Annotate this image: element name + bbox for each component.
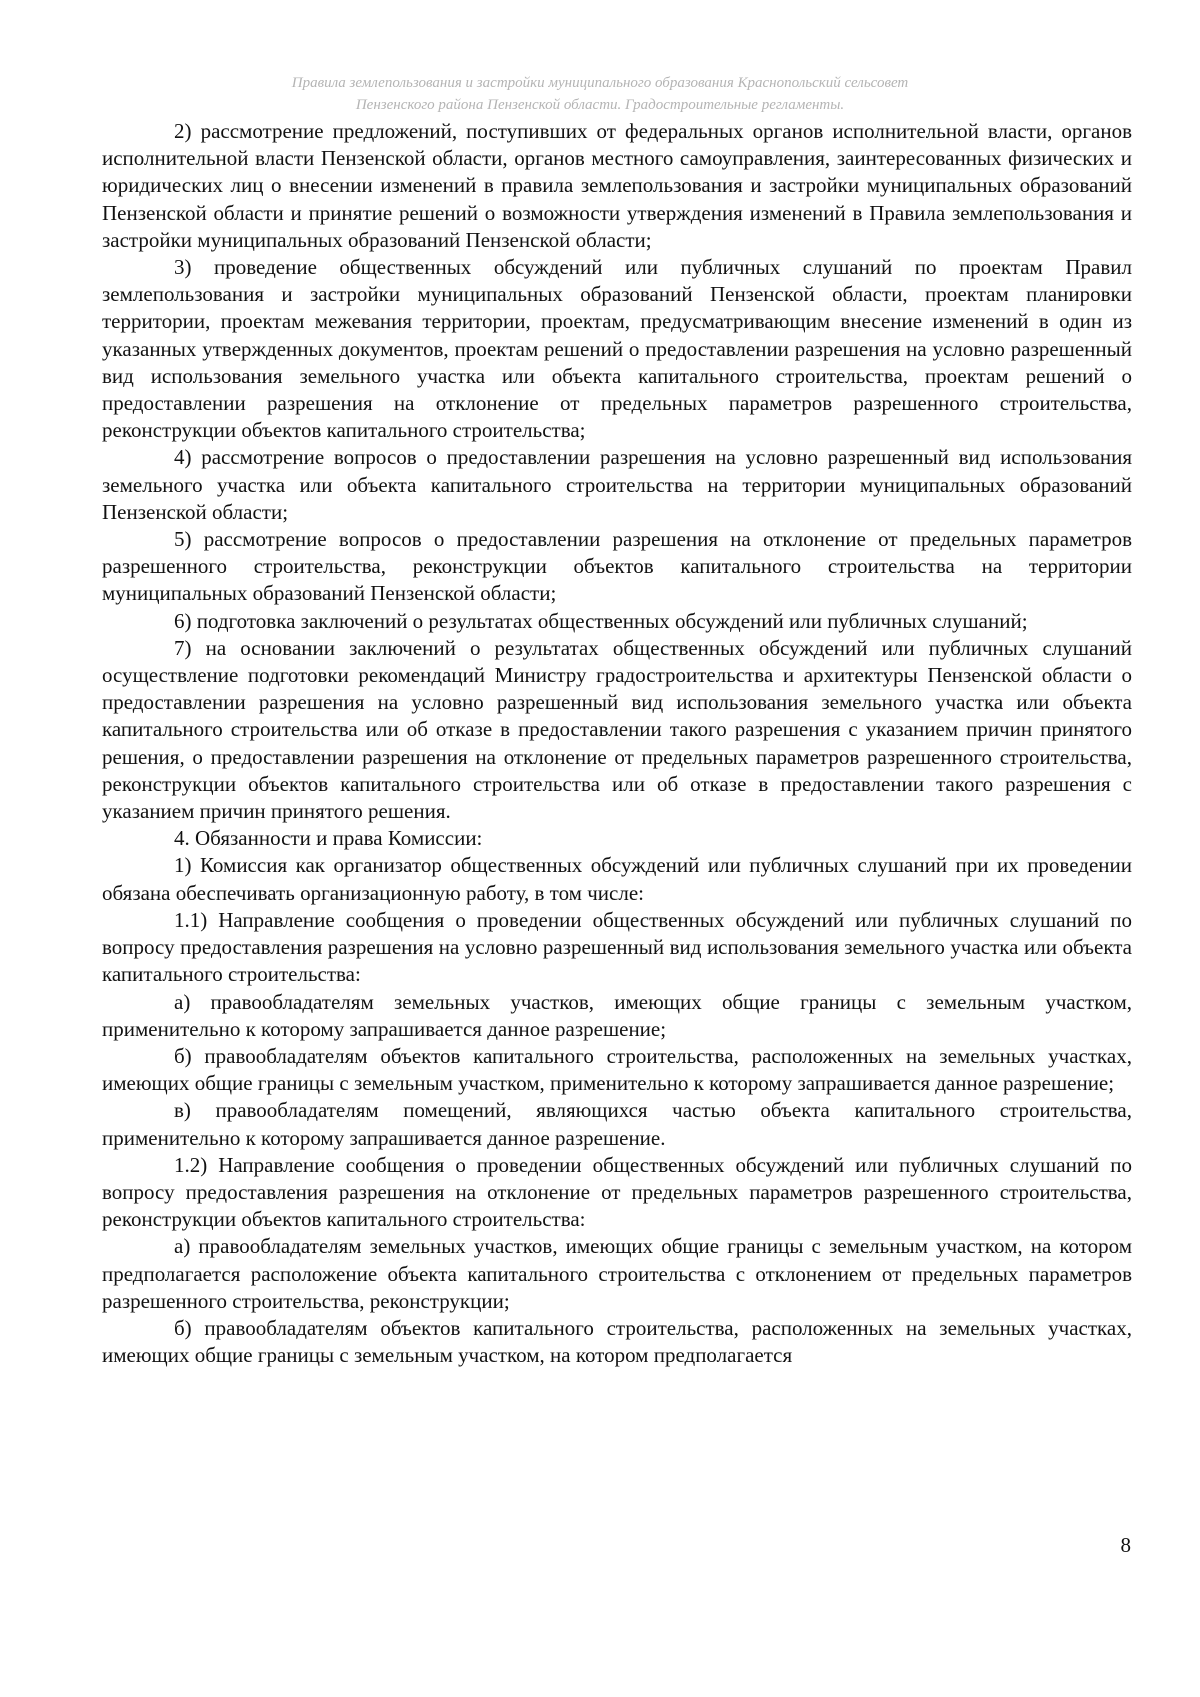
paragraph-duty-1-2-a: а) правообладателям земельных участков, имеющих общие границы с земельным участком, на котором предполагается расположение объекта капитального строительства с отклонением от предельных параметров разрешенного строительства, реконструкции; bbox=[102, 1234, 1132, 1313]
paragraph-item-7: 7) на основании заключений о результатах общественных обсуждений или публичных слушаний осуществление подготовки рекомендаций Министру градостроительства и архитектуры Пензенской области о предоставлении разрешения на условно разрешенный вид использования земельного участка или объекта капитального строительства или об отказе в предоставлении такого разрешения с указанием причин принятого решения, о предоставлении разрешения на отклонение от предельных параметров разрешенного строительства, реконструкции объектов капитального строительства или об отказе в предоставлении такого разрешения с указанием причин принятого решения. bbox=[102, 635, 1132, 824]
running-header bbox=[100, 72, 1100, 116]
document-body bbox=[102, 118, 1132, 1369]
paragraph-item-2: 2) рассмотрение предложений, поступивших от федеральных органов исполнительной власти, органов исполнительной власти Пензенской области, органов местного самоуправления, заинтересованных физических и юридических лиц о внесении изменений в правила землепользования и застройки муниципальных образований Пензенской области и принятие решений о возможности утверждения изменений в Правила землепользования и застройки муниципальных образований Пензенской области; bbox=[102, 119, 1132, 252]
page-number: 8 bbox=[1120, 1533, 1131, 1557]
paragraph-item-6: 6) подготовка заключений о результатах общественных обсуждений или публичных слушаний; bbox=[174, 608, 1028, 633]
section-heading-duties: 4. Обязанности и права Комиссии: bbox=[174, 826, 483, 851]
running-header-line-2: Пензенского района Пензенской области. Градостроительные регламенты. bbox=[355, 97, 845, 113]
paragraph-duty-1-1-a: а) правообладателям земельных участков, имеющих общие границы с земельным участком, применительно к которому запрашивается данное разрешение; bbox=[102, 989, 1132, 1041]
paragraph-duty-1: 1) Комиссия как организатор общественных обсуждений или публичных слушаний при их проведении обязана обеспечивать организационную работу, в том числе: bbox=[102, 853, 1132, 905]
paragraph-item-5: 5) рассмотрение вопросов о предоставлении разрешения на отклонение от предельных параметров разрешенного строительства, реконструкции объектов капитального строительства на территории муниципальных образований Пензенской области; bbox=[102, 527, 1132, 606]
paragraph-duty-1-1-v: в) правообладателям помещений, являющихся частью объекта капитального строительства, применительно к которому запрашивается данное разрешение. bbox=[102, 1098, 1132, 1150]
paragraph-item-3: 3) проведение общественных обсуждений или публичных слушаний по проектам Правил землепользования и застройки муниципальных образований Пензенской области, проектам планировки территории, проектам межевания территории, проектам, предусматривающим внесение изменений в один из указанных утвержденных документов, проектам решений о предоставлении разрешения на условно разрешенный вид использования земельного участка или объекта капитального строительства, проектам решений о предоставлении разрешения на отклонение от предельных параметров разрешенного строительства, реконструкции объектов капитального строительства; bbox=[102, 255, 1132, 443]
paragraph-item-4: 4) рассмотрение вопросов о предоставлении разрешения на условно разрешенный вид использования земельного участка или объекта капитального строительства на территории муниципальных образований Пензенской области; bbox=[102, 445, 1132, 524]
running-header-line-1: Правила землепользования и застройки муниципального образования Краснопольский сельсовет bbox=[291, 75, 909, 91]
paragraph-duty-1-2-b: б) правообладателям объектов капитального строительства, расположенных на земельных участках, имеющих общие границы с земельным участком, на котором предполагается bbox=[102, 1315, 1132, 1368]
paragraph-duty-1-2: 1.2) Направление сообщения о проведении общественных обсуждений или публичных слушаний по вопросу предоставления разрешения на отклонение от предельных параметров разрешенного строительства, реконструкции объектов капитального строительства: bbox=[102, 1152, 1132, 1232]
paragraph-duty-1-1: 1.1) Направление сообщения о проведении общественных обсуждений или публичных слушаний по вопросу предоставления разрешения на условно разрешенный вид использования земельного участка или объекта капитального строительства: bbox=[102, 907, 1132, 987]
paragraph-duty-1-1-b: б) правообладателям объектов капитального строительства, расположенных на земельных участках, имеющих общие границы с земельным участком, применительно к которому запрашивается данное разрешение; bbox=[102, 1043, 1132, 1096]
